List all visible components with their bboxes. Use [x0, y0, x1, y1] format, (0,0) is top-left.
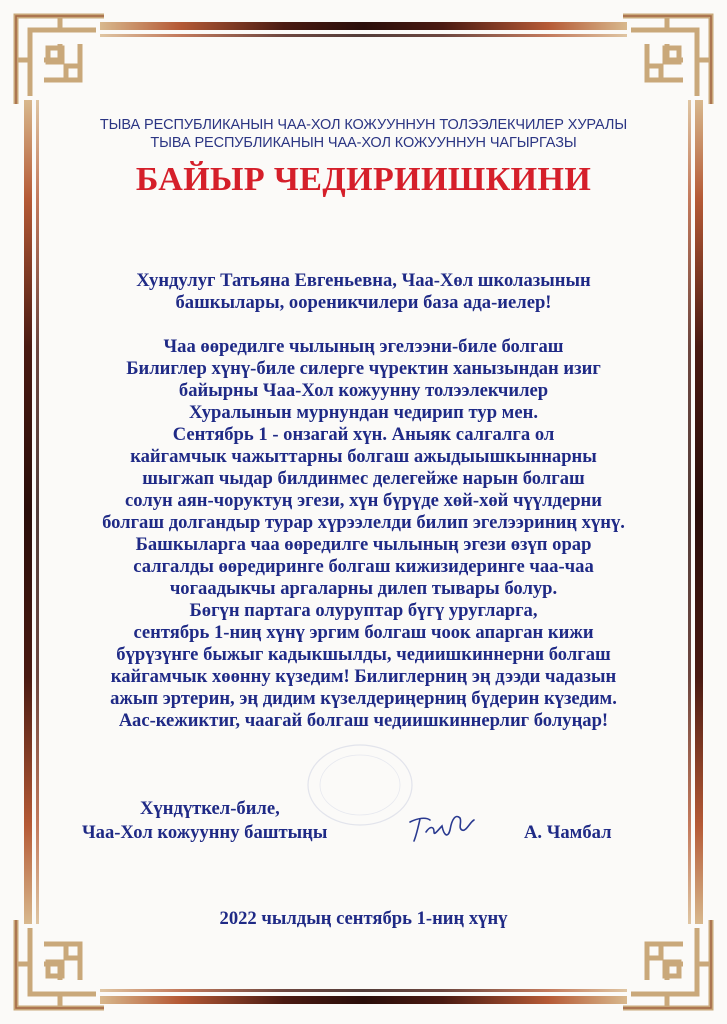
message-paragraph	[58, 336, 669, 732]
message-line: ажып эртерин, эң дидим күзелдериңерниң бүдерин күзедим.	[110, 688, 617, 709]
issuer-line-2: ТЫВА РЕСПУБЛИКАНЫН ЧАА-ХОЛ КОЖУУННУН ЧАГЫРГАЗЫ	[150, 135, 577, 151]
faint-stamp	[300, 740, 420, 830]
message-line: Башкыларга чаа өөредилге чылының эгези өзүп орар	[135, 534, 592, 555]
signer-name: А. Чамбал	[524, 822, 612, 843]
closing-salutation: Хүндүткел-биле,	[140, 798, 280, 819]
greeting-line: башкылары, оореникчилери база ада-иелер!	[175, 292, 552, 313]
message-line: сентябрь 1-ниң хүнү эргим болгаш чоок апарган кижи	[133, 622, 594, 643]
message-line: кайгамчык чажыттарны болгаш ажыдыышкыннарны	[130, 446, 597, 467]
handwritten-signature	[404, 808, 484, 848]
message-line: бүрүзүнге быжыг кадыкшылды, чедиишкиннерни болгаш	[116, 644, 611, 665]
message-line: байырны Чаа-Хол кожуунну толээлекчилер	[178, 380, 549, 401]
message-line: Сентябрь 1 - онзагай хүн. Аныяк салгалга ол	[172, 424, 555, 445]
message-line: шыгжап чыдар билдинмес делегейже нарын болгаш	[142, 468, 585, 489]
message-line: Хуралынын мурнундан чедирип тур мен.	[189, 402, 538, 423]
message-line: салгалды өөредиринге болгаш кижизидеринге чаа-чаа	[133, 556, 594, 577]
issuer-header	[40, 116, 687, 152]
message-line: солун аян-чоруктуң эгези, хүн бүрүде хөй-хөй чүүлдерни	[125, 490, 602, 511]
document-date: 2022 чылдың сентябрь 1-ниң хүнү	[219, 908, 508, 929]
letter-body	[58, 270, 669, 732]
message-line: Чаа өөредилге чылының эгелээни-биле болгаш	[163, 336, 564, 357]
message-line: болгаш долгандыр турар хүрээлелди билип эгелээриниң хүнү.	[102, 512, 625, 533]
message-line: чогаадыкчы аргаларны дилеп тывары болур.	[169, 578, 558, 599]
message-line: Билиглер хүнү-биле силерге чүректин ханызындан изиг	[126, 358, 601, 379]
greeting	[58, 270, 669, 314]
greeting-line: Хундулуг Татьяна Евгеньевна, Чаа-Хөл школазынын	[136, 270, 591, 291]
signer-title: Чаа-Хол кожуунну баштыңы	[82, 822, 328, 843]
message-line: Бөгүн партага олуруптар бүгү уругларга,	[189, 600, 538, 621]
document-title: БАЙЫР ЧЕДИРИИШКИНИ	[135, 161, 592, 198]
issuer-line-1: ТЫВА РЕСПУБЛИКАНЫН ЧАА-ХОЛ КОЖУУННУН ТОЛЭЭЛЕКЧИЛЕР ХУРАЛЫ	[99, 117, 628, 133]
message-line: Аас-кежиктиг, чаагай болгаш чедиишкиннерлиг болуңар!	[118, 710, 609, 731]
message-line: кайгамчык хөөнну күзедим! Билиглерниң эң дээди чадазын	[110, 666, 617, 687]
